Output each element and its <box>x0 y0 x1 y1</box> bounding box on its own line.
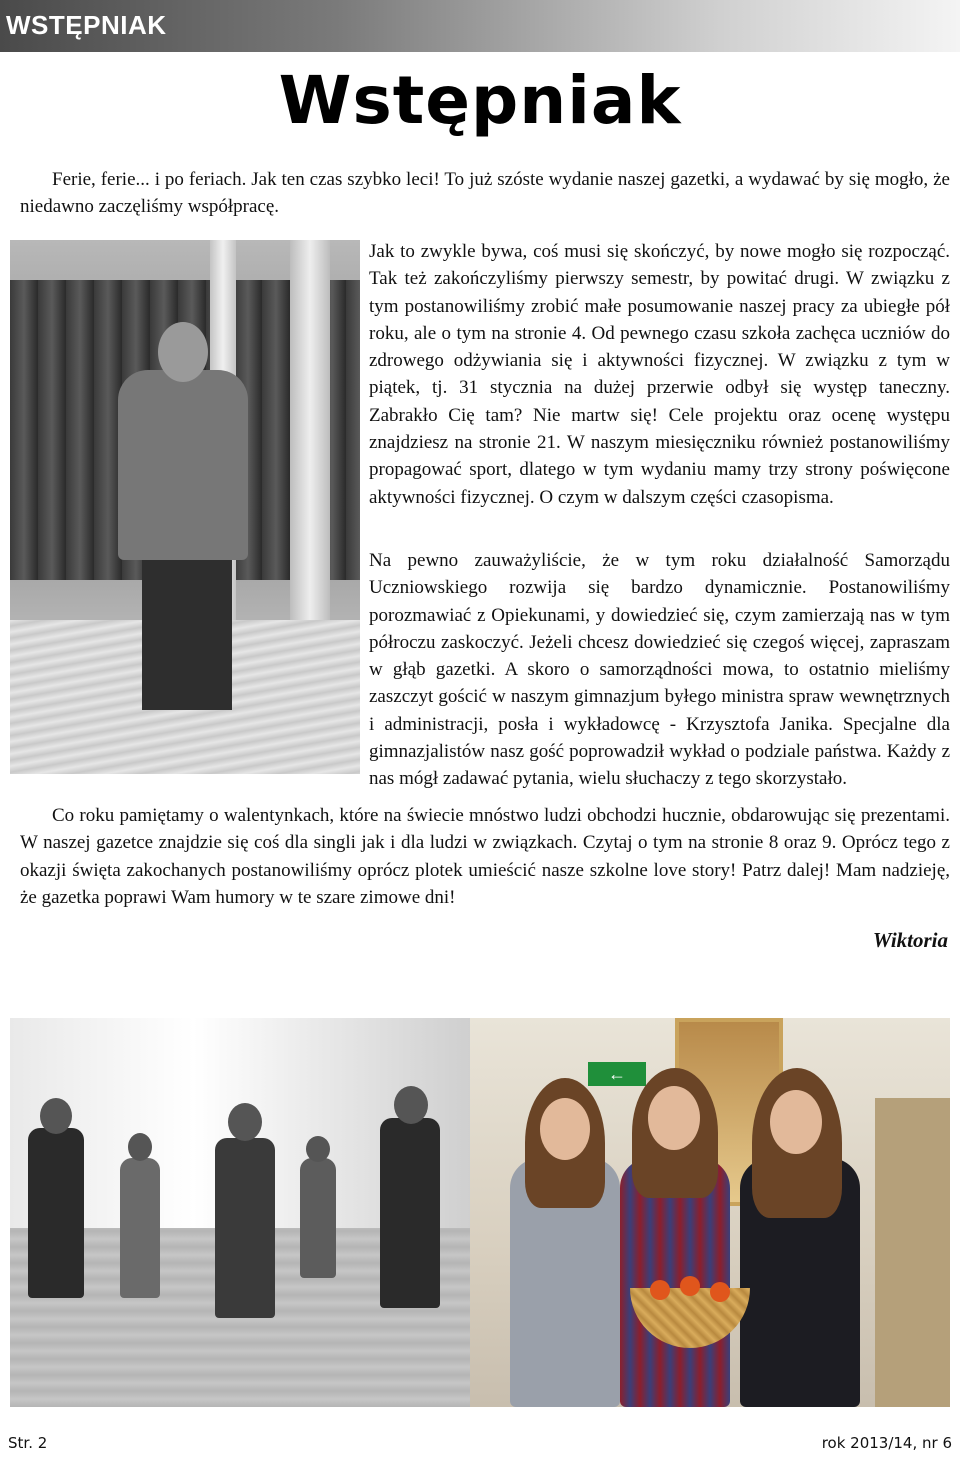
dancer-figure <box>28 1128 84 1298</box>
dancer-figure <box>300 1158 336 1278</box>
lecturer-head <box>158 322 208 382</box>
dancer-head <box>128 1133 152 1161</box>
article-paragraph-council: Na pewno zauważyliście, że w tym roku działalność Samorządu Uczniowskiego rozwija się bardzo dynamicznie. Postanowiliśmy porozmawiać z Opiekunami, y dowiedzieć się, czym zamierzają nas w tym półroczu zaskoczyć. Jeżeli chcesz dowiedzieć się czegoś więcej, zapraszam w głąb gazetki. A skoro o samorządności mowa, to ostatnio mieliśmy zaszczyt gościć w naszym gimnazjum byłego ministra spraw wewnętrznych i administracji, posła i wykładowcę - Krzysztofa Janika. Specjalne dla gimnazjalistów nasz gość poprowadził wykład o podziale państwa. Każdy z nas mógł zadawać pytania, wielu słuchaczy z tego skorzystało. <box>369 550 950 790</box>
dancer-head <box>40 1098 72 1134</box>
lecturer-figure-legs <box>142 550 232 710</box>
girl-head <box>770 1090 822 1154</box>
photo-door <box>875 1098 950 1407</box>
dancer-head <box>306 1136 330 1162</box>
orange-fruit <box>680 1276 700 1296</box>
page-title: Wstępniak <box>278 62 682 139</box>
section-header-bar <box>0 0 960 52</box>
dancer-head <box>394 1086 428 1124</box>
footer-issue: rok 2013/14, nr 6 <box>821 1434 952 1452</box>
author-signature: Wiktoria <box>872 928 948 952</box>
article-paragraph-valentines: Co roku pamiętamy o walentynkach, które na świecie mnóstwo ludzi obchodzi hucznie, obdarowując się prezentami. W naszej gazetce znajdzie się coś dla singli jak i dla ludzi w związkach. Czytaj o tym na stronie 8 oraz 9. Oprócz tego z okazji święta zakochanych postanowiliśmy oprócz plotek umieścić nasze szkolne love story! Patrz dalej! Mam nadzieję, że gazetka poprawi Wam humory w te szare zimowe dni! <box>20 805 950 908</box>
photo-girls-with-basket <box>470 1018 950 1407</box>
footer-page-number: Str. 2 <box>8 1434 48 1452</box>
article-paragraph-intro: Ferie, ferie... i po feriach. Jak ten czas szybko leci! To już szóste wydanie naszej gazetki, a wydawać by się mogło, że niedawno zaczęliśmy współpracę. <box>20 169 950 218</box>
exit-arrow-icon: ← <box>588 1062 646 1086</box>
dancer-figure <box>215 1138 275 1318</box>
orange-fruit <box>710 1282 730 1302</box>
dancer-head <box>228 1103 262 1141</box>
photo-lecturer <box>10 240 360 774</box>
orange-fruit <box>650 1280 670 1300</box>
section-label: WSTĘPNIAK <box>6 10 167 40</box>
dancer-figure <box>120 1158 160 1298</box>
article-paragraph-semester: Jak to zwykle bywa, coś musi się skończyć, by nowe mogło się rozpocząć. Tak też zakończyliśmy pierwszy semestr, by powitać drugi. W związku z tym postanowiliśmy zrobić małe posumowanie naszej pracy za ubiegłe pół roku, ale o tym na stronie 4. Od pewnego czasu szkoła zachęca uczniów do zdrowego odżywiania się i aktywności fizycznej. W związku z tym w piątek, tj. 31 stycznia na dużej przerwie odbył się występ taneczny. Zabrakło Cię tam? Nie martw się! Cele projektu oraz ocenę występu znajdziesz na stronie 21. W naszym miesięczniku również postanowiliśmy propagować sport, dlatego w tym wydaniu mamy trzy strony poświęcone aktywności fizycznej. O czym w dalszym części czasopisma. <box>369 241 950 508</box>
lecturer-figure <box>118 370 248 560</box>
girl-head <box>540 1098 590 1160</box>
girl-head <box>648 1086 700 1150</box>
dancer-figure <box>380 1118 440 1308</box>
photo-dance-performance <box>10 1018 470 1407</box>
